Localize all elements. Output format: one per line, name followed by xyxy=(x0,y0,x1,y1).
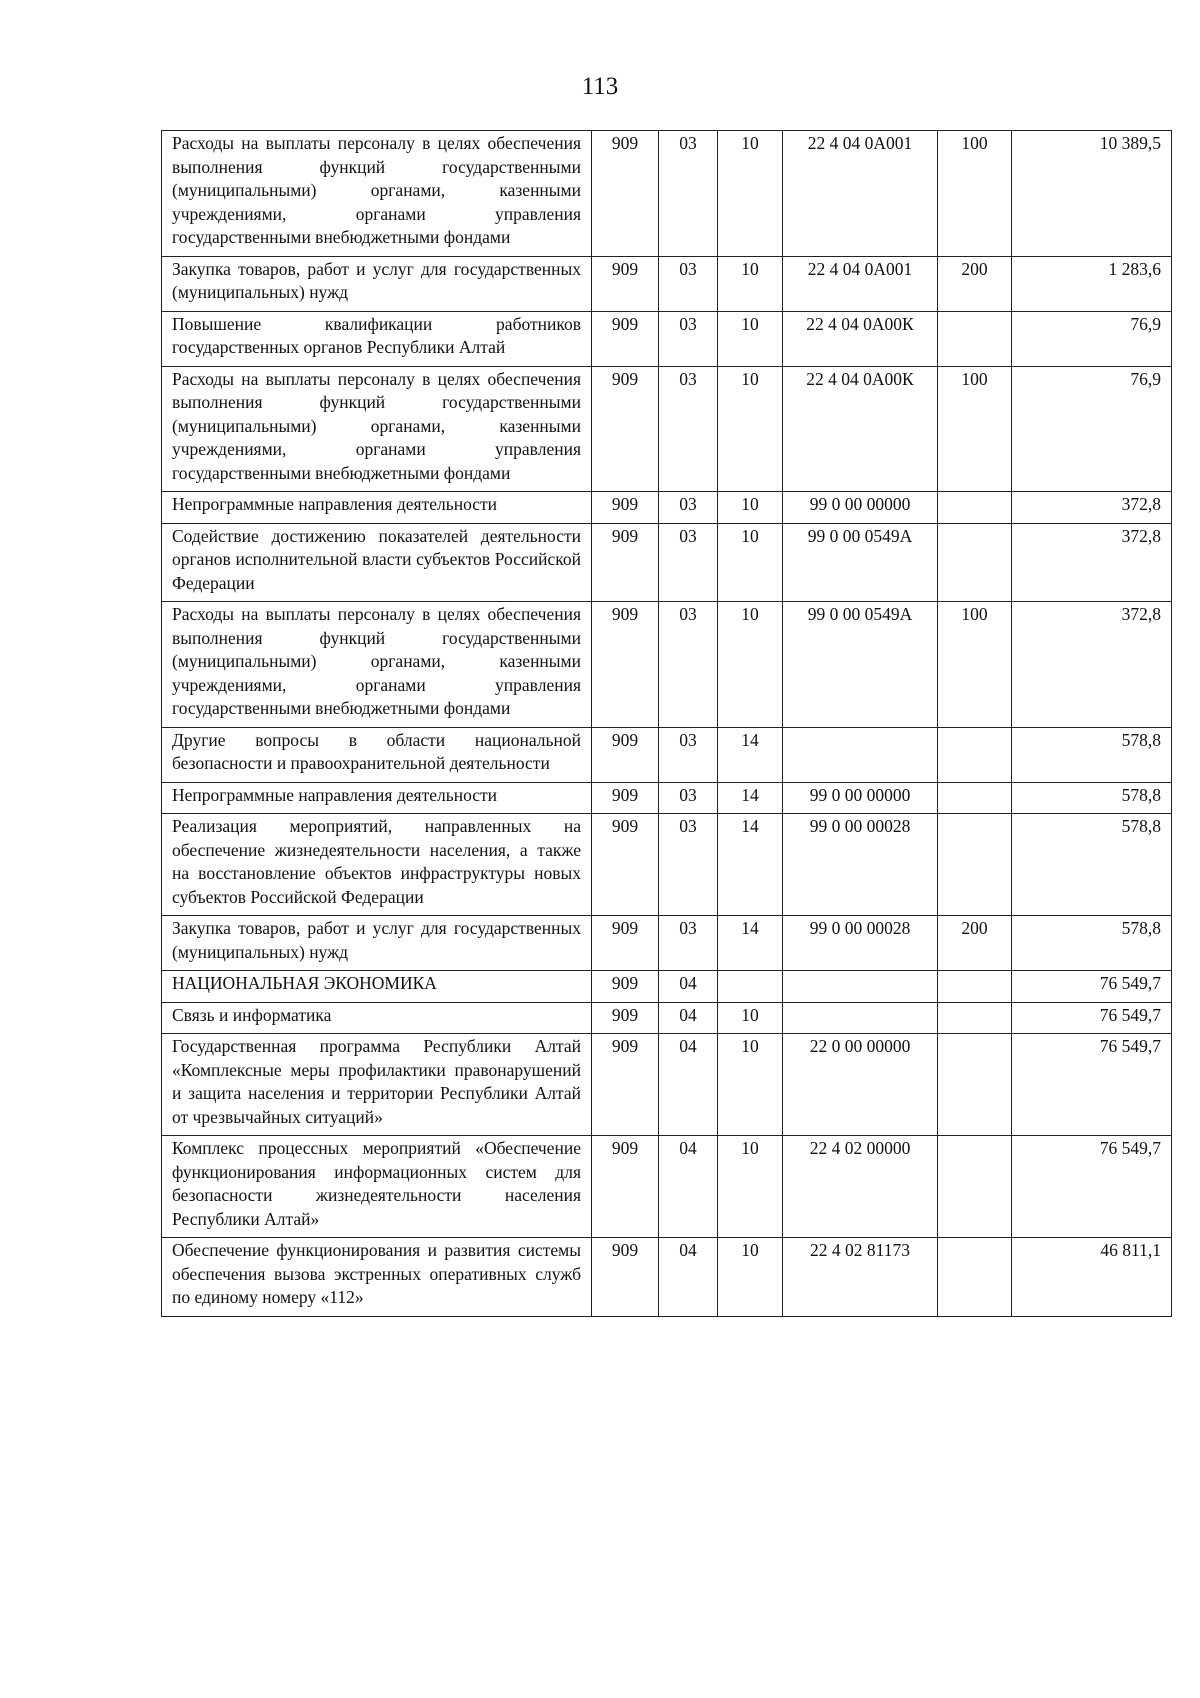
row-target-article xyxy=(783,1002,938,1034)
table-row xyxy=(162,814,1172,916)
table-row xyxy=(162,1034,1172,1136)
row-target-article: 99 0 00 0549А xyxy=(783,523,938,602)
row-section-code: 04 xyxy=(659,1034,718,1136)
row-name: Закупка товаров, работ и услуг для государственных (муниципальных) нужд xyxy=(162,256,592,311)
row-grbs-code: 909 xyxy=(592,131,659,257)
row-target-article: 22 4 04 0А00К xyxy=(783,366,938,492)
row-target-article: 99 0 00 00000 xyxy=(783,492,938,524)
row-amount: 76,9 xyxy=(1012,311,1172,366)
row-subsection-code: 10 xyxy=(718,366,783,492)
row-grbs-code: 909 xyxy=(592,1034,659,1136)
row-target-article: 99 0 00 00028 xyxy=(783,916,938,971)
row-grbs-code: 909 xyxy=(592,1136,659,1238)
row-amount: 578,8 xyxy=(1012,814,1172,916)
row-expense-type xyxy=(938,814,1012,916)
row-target-article: 99 0 00 00028 xyxy=(783,814,938,916)
table-row xyxy=(162,971,1172,1003)
row-subsection-code: 14 xyxy=(718,727,783,782)
row-grbs-code: 909 xyxy=(592,311,659,366)
row-subsection-code: 14 xyxy=(718,782,783,814)
row-target-article xyxy=(783,727,938,782)
table-row xyxy=(162,1002,1172,1034)
row-amount: 76 549,7 xyxy=(1012,1034,1172,1136)
row-name: Расходы на выплаты персоналу в целях обеспечения выполнения функций государственными (муниципальными) органами, казенными учреждениями, органами управления государственными внебюджетными фондами xyxy=(162,131,592,257)
row-amount: 1 283,6 xyxy=(1012,256,1172,311)
row-name: Государственная программа Республики Алтай «Комплексные меры профилактики правонарушений и защита населения и территории Республики Алтай от чрезвычайных ситуаций» xyxy=(162,1034,592,1136)
row-section-code: 03 xyxy=(659,814,718,916)
row-name: Другие вопросы в области национальной безопасности и правоохранительной деятельности xyxy=(162,727,592,782)
row-target-article: 22 4 04 0А00К xyxy=(783,311,938,366)
row-subsection-code: 10 xyxy=(718,523,783,602)
row-target-article: 22 0 00 00000 xyxy=(783,1034,938,1136)
row-section-code: 04 xyxy=(659,1136,718,1238)
row-section-code: 04 xyxy=(659,971,718,1003)
row-subsection-code: 14 xyxy=(718,916,783,971)
row-subsection-code xyxy=(718,971,783,1003)
row-subsection-code: 10 xyxy=(718,311,783,366)
row-expense-type xyxy=(938,1136,1012,1238)
row-amount: 372,8 xyxy=(1012,492,1172,524)
row-amount: 46 811,1 xyxy=(1012,1238,1172,1317)
table-row xyxy=(162,602,1172,728)
row-expense-type xyxy=(938,311,1012,366)
row-section-code: 04 xyxy=(659,1238,718,1317)
row-grbs-code: 909 xyxy=(592,256,659,311)
row-grbs-code: 909 xyxy=(592,602,659,728)
row-name: Непрограммные направления деятельности xyxy=(162,782,592,814)
row-section-code: 03 xyxy=(659,916,718,971)
table-body xyxy=(162,131,1172,1317)
row-section-code: 03 xyxy=(659,602,718,728)
table-row xyxy=(162,782,1172,814)
row-target-article: 22 4 04 0А001 xyxy=(783,256,938,311)
row-section-code: 03 xyxy=(659,311,718,366)
row-target-article xyxy=(783,971,938,1003)
row-target-article: 22 4 04 0А001 xyxy=(783,131,938,257)
table-row xyxy=(162,131,1172,257)
row-grbs-code: 909 xyxy=(592,916,659,971)
row-expense-type xyxy=(938,727,1012,782)
row-target-article: 22 4 02 81173 xyxy=(783,1238,938,1317)
row-subsection-code: 10 xyxy=(718,492,783,524)
row-amount: 578,8 xyxy=(1012,916,1172,971)
row-expense-type xyxy=(938,523,1012,602)
row-subsection-code: 10 xyxy=(718,1002,783,1034)
row-section-code: 03 xyxy=(659,131,718,257)
table-row xyxy=(162,523,1172,602)
row-amount: 10 389,5 xyxy=(1012,131,1172,257)
row-grbs-code: 909 xyxy=(592,782,659,814)
row-amount: 372,8 xyxy=(1012,523,1172,602)
row-section-code: 03 xyxy=(659,523,718,602)
row-name: НАЦИОНАЛЬНАЯ ЭКОНОМИКА xyxy=(162,971,592,1003)
row-name: Расходы на выплаты персоналу в целях обеспечения выполнения функций государственными (муниципальными) органами, казенными учреждениями, органами управления государственными внебюджетными фондами xyxy=(162,366,592,492)
row-name: Реализация мероприятий, направленных на обеспечение жизнедеятельности населения, а также на восстановление объектов инфраструктуры новых субъектов Российской Федерации xyxy=(162,814,592,916)
row-amount: 76,9 xyxy=(1012,366,1172,492)
row-expense-type: 100 xyxy=(938,602,1012,728)
row-subsection-code: 10 xyxy=(718,602,783,728)
row-amount: 76 549,7 xyxy=(1012,971,1172,1003)
row-expense-type: 100 xyxy=(938,131,1012,257)
table-row xyxy=(162,1136,1172,1238)
row-grbs-code: 909 xyxy=(592,1002,659,1034)
row-expense-type: 100 xyxy=(938,366,1012,492)
row-grbs-code: 909 xyxy=(592,523,659,602)
row-grbs-code: 909 xyxy=(592,971,659,1003)
table-row xyxy=(162,492,1172,524)
row-name: Расходы на выплаты персоналу в целях обеспечения выполнения функций государственными (муниципальными) органами, казенными учреждениями, органами управления государственными внебюджетными фондами xyxy=(162,602,592,728)
row-target-article: 99 0 00 0549А xyxy=(783,602,938,728)
table-row xyxy=(162,916,1172,971)
row-name: Повышение квалификации работников государственных органов Республики Алтай xyxy=(162,311,592,366)
row-expense-type xyxy=(938,492,1012,524)
row-expense-type xyxy=(938,1002,1012,1034)
table-row xyxy=(162,311,1172,366)
row-subsection-code: 10 xyxy=(718,131,783,257)
row-target-article: 22 4 02 00000 xyxy=(783,1136,938,1238)
row-grbs-code: 909 xyxy=(592,1238,659,1317)
row-grbs-code: 909 xyxy=(592,366,659,492)
row-section-code: 03 xyxy=(659,492,718,524)
row-section-code: 03 xyxy=(659,366,718,492)
row-name: Непрограммные направления деятельности xyxy=(162,492,592,524)
row-grbs-code: 909 xyxy=(592,492,659,524)
row-expense-type: 200 xyxy=(938,256,1012,311)
row-name: Содействие достижению показателей деятельности органов исполнительной власти субъектов Российской Федерации xyxy=(162,523,592,602)
row-amount: 76 549,7 xyxy=(1012,1136,1172,1238)
row-name: Обеспечение функционирования и развития системы обеспечения вызова экстренных оперативных служб по единому номеру «112» xyxy=(162,1238,592,1317)
row-target-article: 99 0 00 00000 xyxy=(783,782,938,814)
row-amount: 372,8 xyxy=(1012,602,1172,728)
row-name: Связь и информатика xyxy=(162,1002,592,1034)
row-section-code: 03 xyxy=(659,727,718,782)
row-amount: 578,8 xyxy=(1012,782,1172,814)
table-row xyxy=(162,256,1172,311)
row-amount: 578,8 xyxy=(1012,727,1172,782)
table-row xyxy=(162,366,1172,492)
row-expense-type xyxy=(938,782,1012,814)
table-row xyxy=(162,727,1172,782)
row-section-code: 03 xyxy=(659,782,718,814)
budget-table xyxy=(161,130,1172,1317)
row-subsection-code: 10 xyxy=(718,1034,783,1136)
row-expense-type xyxy=(938,1238,1012,1317)
row-subsection-code: 10 xyxy=(718,256,783,311)
row-name: Закупка товаров, работ и услуг для государственных (муниципальных) нужд xyxy=(162,916,592,971)
row-section-code: 03 xyxy=(659,256,718,311)
page-number: 113 xyxy=(581,73,619,100)
row-grbs-code: 909 xyxy=(592,727,659,782)
row-subsection-code: 10 xyxy=(718,1238,783,1317)
row-section-code: 04 xyxy=(659,1002,718,1034)
row-expense-type xyxy=(938,1034,1012,1136)
row-expense-type: 200 xyxy=(938,916,1012,971)
row-expense-type xyxy=(938,971,1012,1003)
row-subsection-code: 10 xyxy=(718,1136,783,1238)
row-name: Комплекс процессных мероприятий «Обеспечение функционирования информационных систем для безопасности жизнедеятельности населения Республики Алтай» xyxy=(162,1136,592,1238)
row-amount: 76 549,7 xyxy=(1012,1002,1172,1034)
table-row xyxy=(162,1238,1172,1317)
row-grbs-code: 909 xyxy=(592,814,659,916)
row-subsection-code: 14 xyxy=(718,814,783,916)
